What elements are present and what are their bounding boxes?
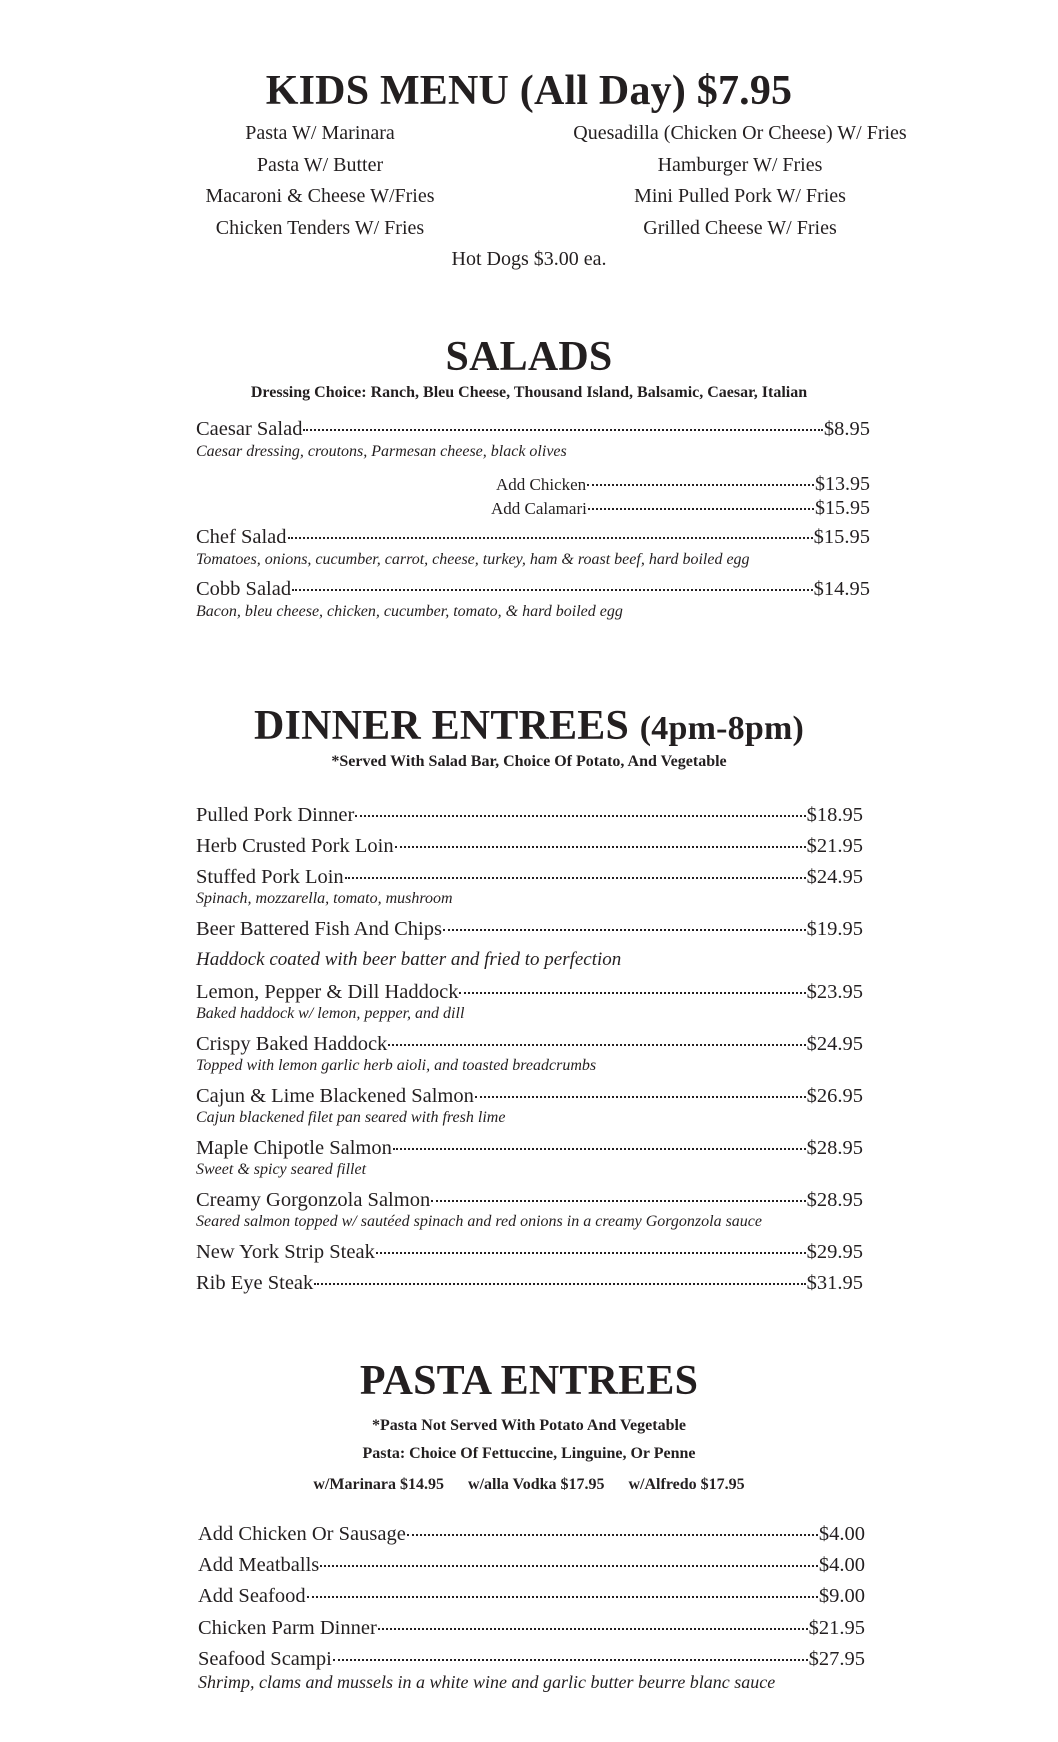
dinner-item [196,1239,863,1265]
pasta-note: *Pasta Not Served With Potato And Vegetable [371,1417,687,1434]
kids-right-column [530,118,950,244]
item-price: $21.95 [808,1617,865,1639]
dot-leader [587,483,814,486]
salad-item [196,416,870,442]
dinner-item [196,979,863,1005]
dot-leader [333,1658,808,1661]
salad-item [196,576,870,602]
item-description: Sweet & spicy seared fillet [196,1161,367,1178]
item-price: $28.95 [806,1137,863,1159]
item-price: $14.95 [813,578,870,600]
item-name: Caesar Salad [196,418,303,440]
sauce-price: w/alla Vodka $17.95 [468,1476,605,1493]
pasta-item [198,1583,865,1609]
item-price: $4.00 [818,1554,865,1576]
item-name: Add Seafood [198,1585,306,1607]
salad-item [196,524,870,550]
pasta-item [198,1615,865,1641]
dot-leader [378,1627,808,1630]
item-name: Maple Chipotle Salmon [196,1137,392,1159]
dinner-title [0,703,1058,752]
item-name: Crispy Baked Haddock [196,1033,388,1055]
item-name: Cajun & Lime Blackened Salmon [196,1085,474,1107]
addon-price: $15.95 [815,497,870,519]
item-price: $31.95 [806,1272,863,1294]
item-name: Pulled Pork Dinner [196,804,355,826]
kids-item: Grilled Cheese W/ Fries [643,216,837,239]
kids-item: Pasta W/ Butter [256,153,384,176]
salad-addon [491,495,870,522]
dot-leader [459,991,805,994]
sauce-price: w/Alfredo $17.95 [628,1476,745,1493]
dot-leader [388,1043,805,1046]
item-price: $9.00 [818,1585,865,1607]
item-description: Caesar dressing, croutons, Parmesan cheese, black olives [196,443,567,460]
dot-leader [314,1282,805,1285]
kids-left-column [110,118,530,244]
item-name: Add Chicken Or Sausage [198,1523,406,1545]
dot-leader [345,876,806,879]
dinner-item [196,1031,863,1057]
kids-item: Macaroni & Cheese W/Fries [205,185,435,207]
dot-leader [307,1595,818,1598]
kids-item: Mini Pulled Pork W/ Fries [634,185,846,207]
pasta-item [198,1552,865,1578]
dot-leader [407,1533,818,1536]
item-price: $4.00 [818,1523,865,1545]
item-description: Shrimp, clams and mussels in a white wine and garlic butter beurre blanc sauce [198,1672,776,1692]
pasta-item [198,1646,865,1672]
addon-name: Add Chicken [496,475,587,494]
item-name: Add Meatballs [198,1554,320,1576]
pasta-title: PASTA ENTREES [359,1358,699,1404]
dot-leader [303,428,822,431]
item-description: Spinach, mozzarella, tomato, mushroom [196,890,453,907]
item-description: Cajun blackened filet pan seared with fresh lime [196,1109,506,1126]
kids-item: Quesadilla (Chicken Or Cheese) W/ Fries [573,122,907,144]
addon-price: $13.95 [815,473,870,495]
dot-leader [288,536,813,539]
salads-dressing-note: Dressing Choice: Ranch, Bleu Cheese, Thousand Island, Balsamic, Caesar, Italian [250,384,808,401]
dinner-title-main: DINNER ENTREES [254,703,630,749]
item-description: Tomatoes, onions, cucumber, carrot, cheese, turkey, ham & roast beef, hard boiled egg [196,551,750,568]
item-name: Lemon, Pepper & Dill Haddock [196,981,459,1003]
dot-leader [443,928,806,931]
dinner-item [196,802,863,828]
item-description: Bacon, bleu cheese, chicken, cucumber, tomato, & hard boiled egg [196,603,623,620]
kids-hot-dogs: Hot Dogs $3.00 ea. [451,248,607,270]
dot-leader [395,845,806,848]
addon-name: Add Calamari [491,499,587,518]
item-name: Cobb Salad [196,578,292,600]
item-price: $27.95 [808,1648,865,1670]
item-price: $24.95 [806,1033,863,1055]
dot-leader [292,588,813,591]
dot-leader [376,1251,806,1254]
item-name: Beer Battered Fish And Chips [196,918,442,940]
item-name: Seafood Scampi [198,1648,332,1670]
dot-leader [431,1199,805,1202]
item-price: $23.95 [806,981,863,1003]
dinner-title-hours: (4pm-8pm) [639,710,804,747]
dinner-item [196,1135,863,1161]
item-price: $21.95 [806,835,863,857]
dinner-item [196,1083,863,1109]
pasta-choice-note: Pasta: Choice Of Fettuccine, Linguine, Or Penne [362,1445,696,1462]
item-name: Herb Crusted Pork Loin [196,835,394,857]
item-name: New York Strip Steak [196,1241,375,1263]
dinner-item [196,864,863,890]
dot-leader [320,1564,818,1567]
kids-item: Chicken Tenders W/ Fries [215,216,425,239]
dinner-item [196,1187,863,1213]
dinner-item [196,833,863,859]
item-name: Chef Salad [196,526,287,548]
item-price: $15.95 [813,526,870,548]
item-name: Chicken Parm Dinner [198,1617,377,1639]
item-price: $19.95 [806,918,863,940]
item-name: Creamy Gorgonzola Salmon [196,1189,431,1211]
item-price: $18.95 [806,804,863,826]
salad-addon [496,471,870,498]
item-description: Seared salmon topped w/ sautéed spinach and red onions in a creamy Gorgonzola sauce [196,1213,763,1230]
item-price: $28.95 [806,1189,863,1211]
kids-item: Hamburger W/ Fries [657,153,823,176]
kids-item: Pasta W/ Marinara [245,122,395,144]
item-name: Rib Eye Steak [196,1272,314,1294]
kids-menu-title: KIDS MENU (All Day) $7.95 [265,68,793,114]
dinner-note: *Served With Salad Bar, Choice Of Potato, And Vegetable [331,753,727,770]
dinner-item [196,1270,863,1296]
pasta-sauce-prices [0,1474,1058,1496]
dot-leader [393,1147,806,1150]
item-description: Haddock coated with beer batter and fried to perfection [196,949,622,970]
item-name: Stuffed Pork Loin [196,866,344,888]
item-description: Baked haddock w/ lemon, pepper, and dill [196,1005,465,1022]
sauce-price: w/Marinara $14.95 [313,1476,445,1493]
item-price: $26.95 [806,1085,863,1107]
dot-leader [588,507,814,510]
item-price: $8.95 [823,418,870,440]
salads-title: SALADS [445,334,613,380]
dot-leader [355,814,805,817]
pasta-item [198,1521,865,1547]
dot-leader [475,1095,806,1098]
item-description: Topped with lemon garlic herb aioli, and toasted breadcrumbs [196,1057,597,1074]
item-price: $24.95 [806,866,863,888]
item-price: $29.95 [806,1241,863,1263]
dinner-item [196,916,863,942]
